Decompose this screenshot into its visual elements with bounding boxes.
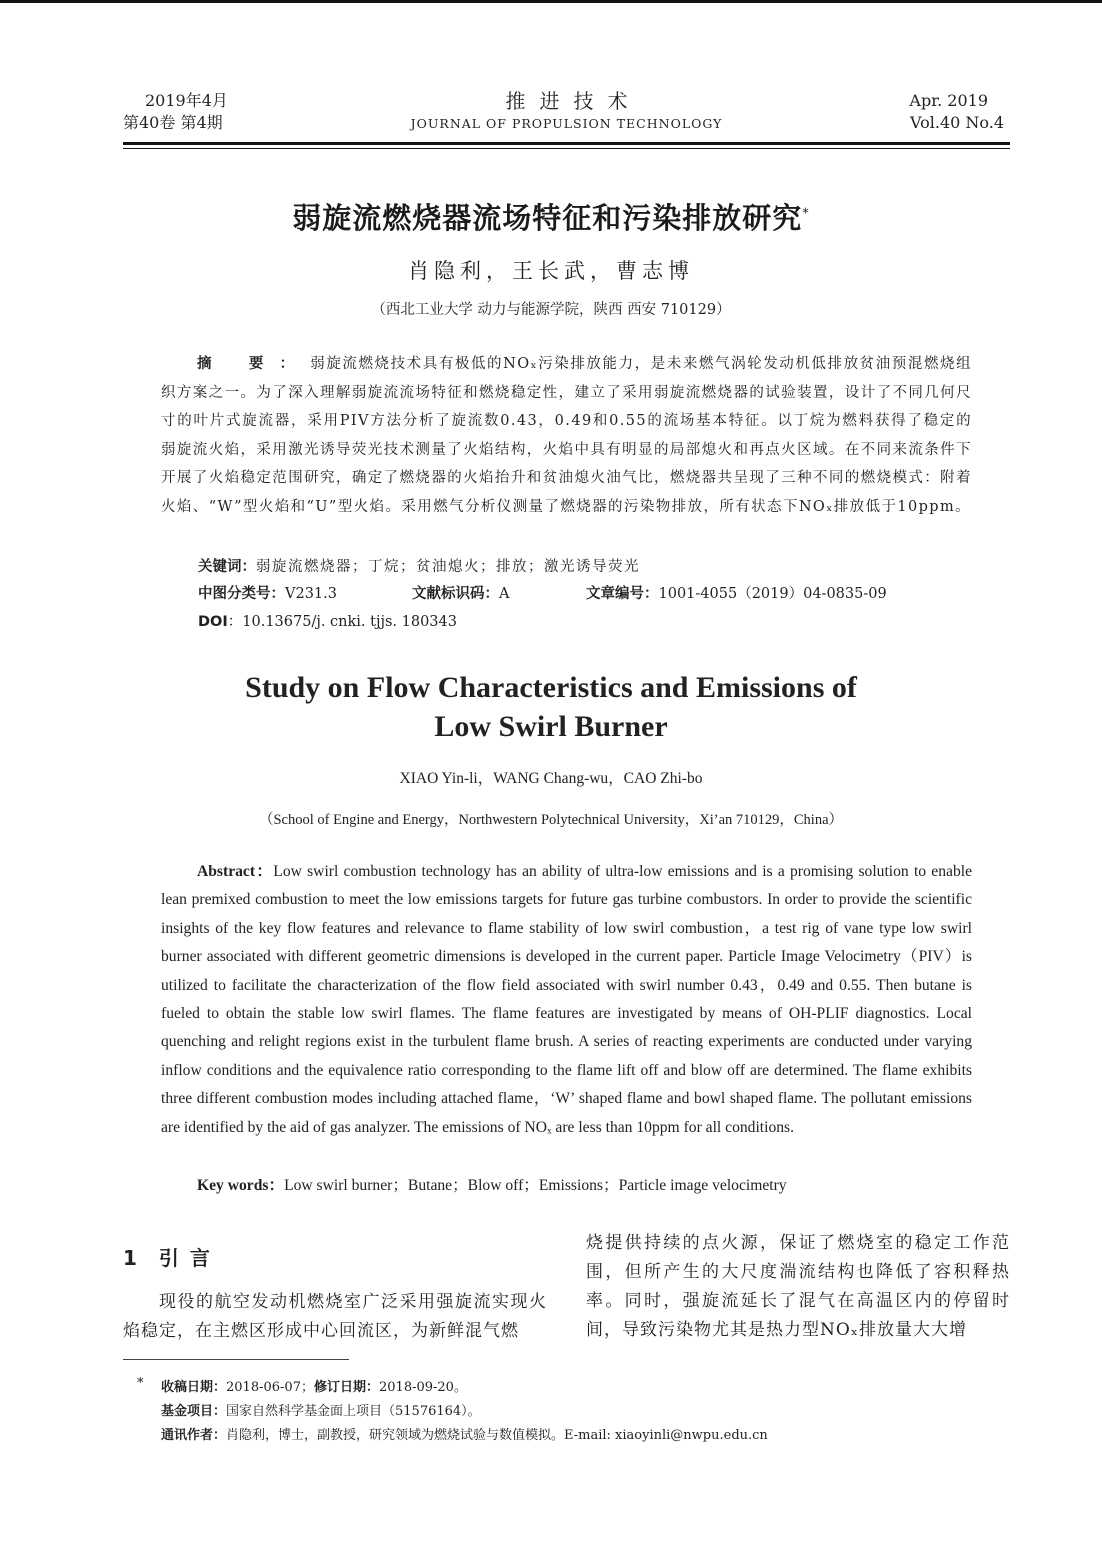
paper-title-en: [0, 668, 1102, 746]
section-1-number: 1: [123, 1246, 139, 1270]
abstract-en: [161, 858, 972, 1142]
fund-value: 国家自然科学基金面上项目（51576164）。: [226, 1404, 481, 1419]
journal-name-en: JOURNAL OF PROPULSION TECHNOLOGY: [410, 116, 723, 131]
header-issue-en: Vol.40 No.4: [910, 113, 1004, 132]
keywords-cn-label: 关键词：: [198, 559, 256, 575]
section-1-heading: [123, 1242, 212, 1271]
authors-en: XIAO Yin-li，WANG Chang-wu，CAO Zhi-bo: [399, 770, 703, 787]
abstract-cn-text: 弱旋流燃烧技术具有极低的NOₓ污染排放能力，是未来燃气涡轮发动机低排放贫油预混燃烧组织方案之一。为了深入理解弱旋流流场特征和燃烧稳定性，建立了采用弱旋流燃烧器的试验装置，设计了不同几何尺寸的叶片式旋流器，采用PIV方法分析了旋流数0.43，0.49和0.55的流场基本特征。以丁烷为燃料获得了稳定的弱旋流火焰，采用激光诱导荧光技术测量了火焰结构，火焰中具有明显的局部熄火和再点火区域。在不同来流条件下开展了火焰稳定范围研究，确定了燃烧器的火焰抬升和贫油熄火油气比，燃烧器共呈现了三种不同的燃烧模式：附着火焰、“W”型火焰和“U”型火焰。采用燃气分析仪测量了燃烧器的污染物排放，所有状态下NOₓ排放低于10ppm。: [161, 356, 972, 515]
document-code: [412, 582, 509, 603]
keywords-cn-text: 弱旋流燃烧器；丁烷；贫油熄火；排放；激光诱导荧光: [256, 559, 640, 575]
footnote-fund: [161, 1400, 481, 1419]
clc-value: V231.3: [285, 586, 337, 602]
doi-label: DOI: [198, 614, 228, 630]
clc-label: 中图分类号：: [198, 586, 285, 602]
title-en-line2: Low Swirl Burner: [434, 710, 668, 743]
affiliation-en: （School of Engine and Energy，Northwestern Polytechnical University，Xi’an 710129，China）: [258, 812, 844, 828]
doi-value: ：10.13675/j. cnki. tjjs. 180343: [227, 614, 457, 630]
keywords-cn: [198, 555, 640, 576]
keywords-en-label: Key words：: [197, 1177, 285, 1194]
received-value: 2018-06-07；: [226, 1380, 314, 1395]
header-right: [909, 90, 1004, 134]
header-issue-cn: 第40卷 第4期: [123, 113, 223, 132]
doc-code-value: A: [499, 586, 510, 602]
fund-label: 基金项目：: [161, 1404, 227, 1419]
journal-header: [123, 88, 1010, 152]
keywords-en: [197, 1173, 787, 1195]
footnote-rule: [123, 1359, 349, 1360]
footnote-corresponding-author: [161, 1424, 768, 1443]
article-number: [586, 582, 887, 603]
header-journal: [123, 88, 1010, 131]
abstract-en-text: Low swirl combustion technology has an ability of ultra-low emissions and is a promising solution to enable lean premixed combustion to meet the low emissions targets for future gas turbine combustors. In order to provide the scientific insights of the key flow features and relevance to flame stability of low swirl combustion，a test rig of vane type low swirl burner associated with different geometric dimensions is developed in the current paper. Particle Image Velocimetry（PIV）is utilized to facilitate the characterization of the flow field associated with swirl number 0.43，0.49 and 0.55. Then butane is fueled to obtain the stable low swirl flames. The flame features are investigated by means of OH-PLIF diagnostics. Local quenching and relight regions exist in the turbulent flame brush. A series of reacting experiments are conducted under varying inflow conditions and the equivalence ratio corresponding to the flame lift off and blow off are determined. The flame exhibits three different combustion modes including attached flame，‘W’ shaped flame and bowl shaped flame. The pollutant emissions are identified by the aid of gas analyzer. The emissions of NOₓ are less than 10ppm for all conditions.: [161, 863, 972, 1136]
keywords-en-text: Low swirl burner；Butane；Blow off；Emissions；Particle image velocimetry: [284, 1177, 787, 1194]
abstract-en-label: Abstract：: [197, 863, 274, 880]
section-1-right-column: 烧提供持续的点火源，保证了燃烧室的稳定工作范围，但所产生的大尺度湍流结构也降低了容积释热率。同时，强旋流延长了混气在高温区内的停留时间，导致污染物尤其是热力型NOₓ排放量大大增: [586, 1233, 1010, 1340]
footnote-dates: [161, 1376, 467, 1395]
clc-number: [198, 582, 337, 603]
footnote-mark: *: [137, 1376, 144, 1391]
received-label: 收稿日期：: [161, 1380, 227, 1395]
affiliation-cn: （西北工业大学 动力与能源学院，陕西 西安 710129）: [371, 302, 731, 318]
title-footnote-mark: *: [802, 206, 810, 222]
abstract-cn: [161, 350, 972, 522]
section-1-title: 引 言: [158, 1246, 212, 1270]
page-top-edge: [0, 0, 1102, 3]
header-date-en: Apr. 2019: [909, 91, 988, 110]
abstract-cn-label: 摘 要：: [197, 356, 311, 372]
journal-name-cn: 推进技术: [505, 89, 642, 113]
article-number-label: 文章编号：: [586, 586, 659, 602]
doc-code-label: 文献标识码：: [412, 586, 499, 602]
authors-cn: 肖隐利，王长武，曹志博: [408, 259, 694, 283]
doi-line: [198, 610, 457, 631]
title-en-line1: Study on Flow Characteristics and Emissions of: [245, 671, 857, 704]
paper-title-cn: [0, 196, 1102, 237]
header-rule-thin: [123, 148, 1010, 149]
header-date-cn: 2019年4月: [145, 91, 228, 110]
section-1-left-column: 现役的航空发动机燃烧室广泛采用强旋流实现火焰稳定，在主燃区形成中心回流区，为新鲜混气燃: [123, 1292, 547, 1341]
corresponding-author-value: 肖隐利，博士，副教授，研究领域为燃烧试验与数值模拟。E-mail: xiaoyinli@nwpu.edu.cn: [226, 1428, 768, 1443]
revised-value: 2018-09-20。: [379, 1380, 467, 1395]
article-number-value: 1001-4055（2019）04-0835-09: [658, 586, 887, 602]
corresponding-author-label: 通讯作者：: [161, 1428, 227, 1443]
revised-label: 修订日期：: [313, 1380, 379, 1395]
header-rule-thick: [123, 142, 1010, 145]
title-cn-text: 弱旋流燃烧器流场特征和污染排放研究: [292, 201, 803, 235]
